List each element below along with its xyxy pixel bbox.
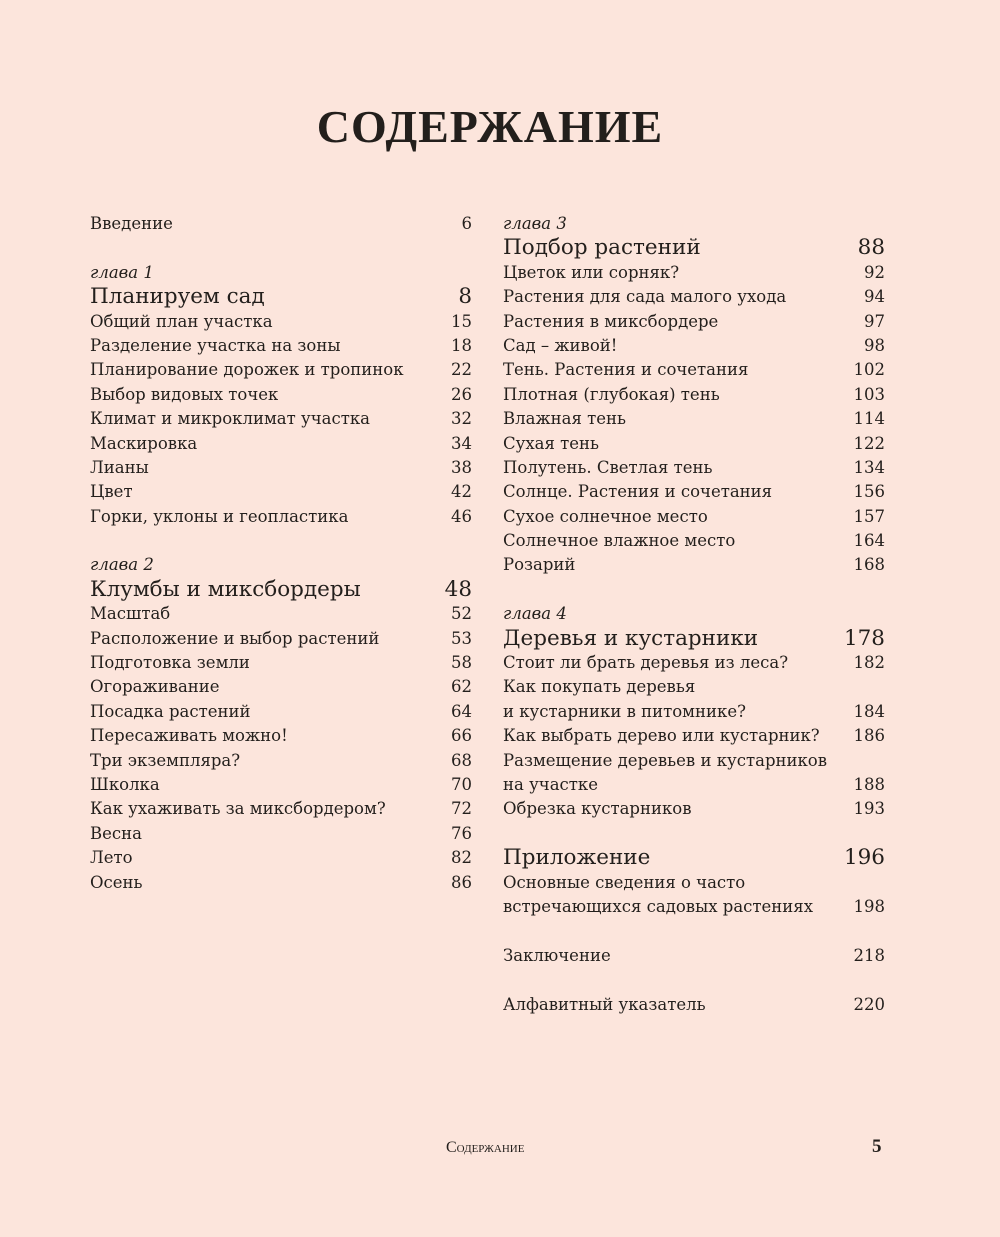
toc-page-number: 157 bbox=[853, 506, 885, 526]
toc-page-number: 92 bbox=[864, 262, 885, 282]
toc-spacer bbox=[503, 919, 885, 943]
toc-page-number: 15 bbox=[451, 311, 472, 331]
toc-entry bbox=[503, 505, 885, 529]
toc-page-number: 184 bbox=[853, 701, 885, 721]
toc-chapter-title bbox=[90, 578, 472, 602]
toc-page-number: 46 bbox=[451, 506, 472, 526]
toc-entry bbox=[90, 871, 472, 895]
toc-page-number: 42 bbox=[451, 482, 472, 502]
toc-entry bbox=[90, 432, 472, 456]
toc-entry bbox=[90, 480, 472, 504]
toc-entry bbox=[90, 651, 472, 675]
toc-entry bbox=[90, 846, 472, 870]
toc-entry-title: Посадка растений bbox=[90, 701, 251, 721]
toc-entry bbox=[503, 456, 885, 480]
toc-entry bbox=[503, 749, 885, 773]
toc-entry bbox=[90, 700, 472, 724]
toc-page-number: 193 bbox=[853, 799, 885, 819]
toc-entry-title: Размещение деревьев и кустарников bbox=[503, 750, 828, 770]
toc-page-number: 114 bbox=[853, 409, 885, 429]
toc-spacer bbox=[90, 236, 472, 260]
toc-entry-title: Планирование дорожек и тропинок bbox=[90, 360, 404, 380]
toc-entry-title: Заключение bbox=[503, 945, 611, 965]
page-title: СОДЕРЖАНИЕ bbox=[316, 101, 664, 152]
toc-entry-title: Пересаживать можно! bbox=[90, 726, 288, 746]
toc-entry-title: Как покупать деревья bbox=[503, 677, 696, 697]
toc-entry-title: встречающихся садовых растениях bbox=[503, 896, 814, 916]
toc-entry-title: Розарий bbox=[503, 555, 576, 575]
toc-chapter-title bbox=[503, 236, 885, 260]
toc-entry-title: Подготовка земли bbox=[90, 653, 250, 673]
toc-page-number: 26 bbox=[451, 384, 472, 404]
toc-entry bbox=[90, 505, 472, 529]
toc-entry bbox=[503, 310, 885, 334]
toc-entry bbox=[503, 407, 885, 431]
toc-page-number: 156 bbox=[853, 482, 885, 502]
toc-page-number: 8 bbox=[458, 284, 472, 310]
toc-entry bbox=[503, 773, 885, 797]
toc-entry-title: Сухая тень bbox=[503, 433, 600, 453]
toc-entry bbox=[90, 383, 472, 407]
toc-page-number: 102 bbox=[853, 360, 885, 380]
toc-entry-title: Школка bbox=[90, 774, 160, 794]
toc-page-number: 53 bbox=[451, 628, 472, 648]
toc-entry-title: Три экземпляра? bbox=[90, 750, 241, 770]
toc-entry bbox=[503, 480, 885, 504]
toc-page-number: 48 bbox=[444, 576, 472, 602]
toc-entry-title: Сад – живой! bbox=[503, 335, 618, 355]
toc-entry bbox=[90, 822, 472, 846]
toc-page-number: 58 bbox=[451, 653, 472, 673]
toc-entry-title: Маскировка bbox=[90, 433, 198, 453]
toc-spacer bbox=[503, 968, 885, 992]
toc-entry bbox=[503, 993, 885, 1017]
toc-entry bbox=[90, 407, 472, 431]
toc-page-number: 72 bbox=[451, 799, 472, 819]
toc-left-column bbox=[90, 212, 472, 895]
toc-entry-title: глава 4 bbox=[503, 604, 567, 624]
toc-entry bbox=[90, 602, 472, 626]
toc-page-number: 182 bbox=[853, 653, 885, 673]
toc-entry-title: Стоит ли брать деревья из леса? bbox=[503, 653, 789, 673]
toc-page-number: 103 bbox=[853, 384, 885, 404]
toc-page-number: 94 bbox=[864, 287, 885, 307]
toc-entry-title: Расположение и выбор растений bbox=[90, 628, 380, 648]
toc-page-number: 88 bbox=[857, 235, 885, 261]
toc-page-number: 68 bbox=[451, 750, 472, 770]
toc-entry-title: Как ухаживать за миксбордером? bbox=[90, 799, 386, 819]
toc-entry-title: Планируем сад bbox=[90, 285, 265, 310]
toc-chapter-title bbox=[503, 846, 885, 870]
toc-entry bbox=[90, 212, 472, 236]
toc-page-number: 38 bbox=[451, 457, 472, 477]
toc-entry-title: Тень. Растения и сочетания bbox=[503, 360, 749, 380]
toc-entry-title: Цветок или сорняк? bbox=[503, 262, 680, 282]
toc-page-number: 86 bbox=[451, 872, 472, 892]
toc-entry bbox=[90, 724, 472, 748]
toc-entry-title: Осень bbox=[90, 872, 143, 892]
toc-entry-title: Огораживание bbox=[90, 677, 220, 697]
toc-page-number: 52 bbox=[451, 604, 472, 624]
toc-entry-title: Подбор растений bbox=[503, 236, 701, 261]
toc-entry bbox=[503, 553, 885, 577]
toc-entry-title: Основные сведения о часто bbox=[503, 872, 746, 892]
toc-page-number: 168 bbox=[853, 555, 885, 575]
toc-entry-title: глава 2 bbox=[90, 555, 154, 575]
toc-page-number: 97 bbox=[864, 311, 885, 331]
toc-entry bbox=[90, 749, 472, 773]
toc-entry-title: на участке bbox=[503, 774, 598, 794]
toc-entry-title: Разделение участка на зоны bbox=[90, 335, 341, 355]
toc-page-number: 122 bbox=[853, 433, 885, 453]
toc-spacer bbox=[503, 822, 885, 846]
toc-entry-title: Алфавитный указатель bbox=[503, 994, 706, 1014]
toc-entry-title: Горки, уклоны и геопластика bbox=[90, 506, 349, 526]
toc-entry bbox=[503, 944, 885, 968]
toc-page-number: 188 bbox=[853, 774, 885, 794]
toc-entry-title: Плотная (глубокая) тень bbox=[503, 384, 720, 404]
toc-entry bbox=[90, 797, 472, 821]
toc-entry-title: Обрезка кустарников bbox=[503, 799, 692, 819]
toc-page-number: 22 bbox=[451, 360, 472, 380]
toc-page-number: 198 bbox=[853, 896, 885, 916]
toc-page-number: 32 bbox=[451, 409, 472, 429]
toc-entry-title: Приложение bbox=[503, 846, 651, 871]
toc-page-number: 134 bbox=[853, 457, 885, 477]
toc-entry bbox=[90, 627, 472, 651]
toc-entry-title: Весна bbox=[90, 823, 142, 843]
toc-entry bbox=[90, 456, 472, 480]
toc-entry-title: Полутень. Светлая тень bbox=[503, 457, 713, 477]
toc-entry-title: Цвет bbox=[90, 482, 133, 502]
toc-entry bbox=[503, 358, 885, 382]
toc-entry bbox=[503, 700, 885, 724]
toc-entry-title: и кустарники в питомнике? bbox=[503, 701, 746, 721]
toc-entry bbox=[90, 334, 472, 358]
toc-chapter-title bbox=[90, 285, 472, 309]
toc-page-number: 66 bbox=[451, 726, 472, 746]
toc-right-column bbox=[503, 212, 885, 1017]
toc-page-number: 70 bbox=[451, 774, 472, 794]
toc-page-number: 76 bbox=[451, 823, 472, 843]
toc-entry-title: Введение bbox=[90, 214, 173, 233]
running-footer-title: Содержание bbox=[446, 1139, 525, 1156]
toc-entry bbox=[503, 651, 885, 675]
toc-page-number: 218 bbox=[853, 945, 885, 965]
toc-entry-title: глава 3 bbox=[503, 214, 567, 233]
toc-entry-title: Солнечное влажное место bbox=[503, 531, 736, 551]
toc-spacer bbox=[90, 529, 472, 553]
toc-entry bbox=[90, 310, 472, 334]
toc-entry bbox=[90, 773, 472, 797]
toc-page-number: 98 bbox=[864, 335, 885, 355]
toc-entry bbox=[503, 285, 885, 309]
toc-entry-title: Солнце. Растения и сочетания bbox=[503, 482, 773, 502]
chapter-label bbox=[503, 212, 885, 236]
toc-entry bbox=[503, 261, 885, 285]
toc-entry bbox=[503, 895, 885, 919]
chapter-label bbox=[90, 553, 472, 577]
page-number: 5 bbox=[872, 1136, 882, 1157]
toc-entry bbox=[503, 797, 885, 821]
toc-entry-title: глава 1 bbox=[90, 262, 154, 282]
toc-entry bbox=[503, 529, 885, 553]
toc-entry bbox=[503, 724, 885, 748]
toc-entry-title: Растения в миксбордере bbox=[503, 311, 719, 331]
toc-entry bbox=[503, 675, 885, 699]
toc-entry-title: Деревья и кустарники bbox=[503, 626, 759, 651]
toc-entry bbox=[503, 334, 885, 358]
toc-entry-title: Как выбрать дерево или кустарник? bbox=[503, 726, 820, 746]
toc-entry-title: Растения для сада малого ухода bbox=[503, 287, 787, 307]
toc-entry bbox=[503, 871, 885, 895]
toc-chapter-title bbox=[503, 627, 885, 651]
toc-entry-title: Масштаб bbox=[90, 604, 171, 624]
toc-page-number: 18 bbox=[451, 335, 472, 355]
toc-entry bbox=[503, 383, 885, 407]
toc-entry-title: Выбор видовых точек bbox=[90, 384, 279, 404]
toc-spacer bbox=[503, 578, 885, 602]
chapter-label bbox=[90, 261, 472, 285]
toc-page-number: 220 bbox=[853, 994, 885, 1014]
toc-entry bbox=[90, 675, 472, 699]
toc-page-number: 64 bbox=[451, 701, 472, 721]
toc-page-number: 6 bbox=[461, 214, 472, 233]
toc-entry-title: Лето bbox=[90, 848, 133, 868]
toc-page-number: 62 bbox=[451, 677, 472, 697]
toc-entry-title: Климат и микроклимат участка bbox=[90, 409, 370, 429]
toc-entry-title: Общий план участка bbox=[90, 311, 273, 331]
toc-entry-title: Клумбы и миксбордеры bbox=[90, 577, 361, 602]
toc-entry-title: Влажная тень bbox=[503, 409, 626, 429]
toc-entry-title: Лианы bbox=[90, 457, 149, 477]
chapter-label bbox=[503, 602, 885, 626]
toc-page-number: 34 bbox=[451, 433, 472, 453]
toc-page-number: 164 bbox=[853, 531, 885, 551]
toc-page-number: 82 bbox=[451, 848, 472, 868]
toc-entry bbox=[503, 432, 885, 456]
toc-page-number: 196 bbox=[843, 845, 885, 871]
toc-entry bbox=[90, 358, 472, 382]
toc-page-number: 178 bbox=[843, 625, 885, 651]
toc-page-number: 186 bbox=[853, 726, 885, 746]
toc-entry-title: Сухое солнечное место bbox=[503, 506, 708, 526]
